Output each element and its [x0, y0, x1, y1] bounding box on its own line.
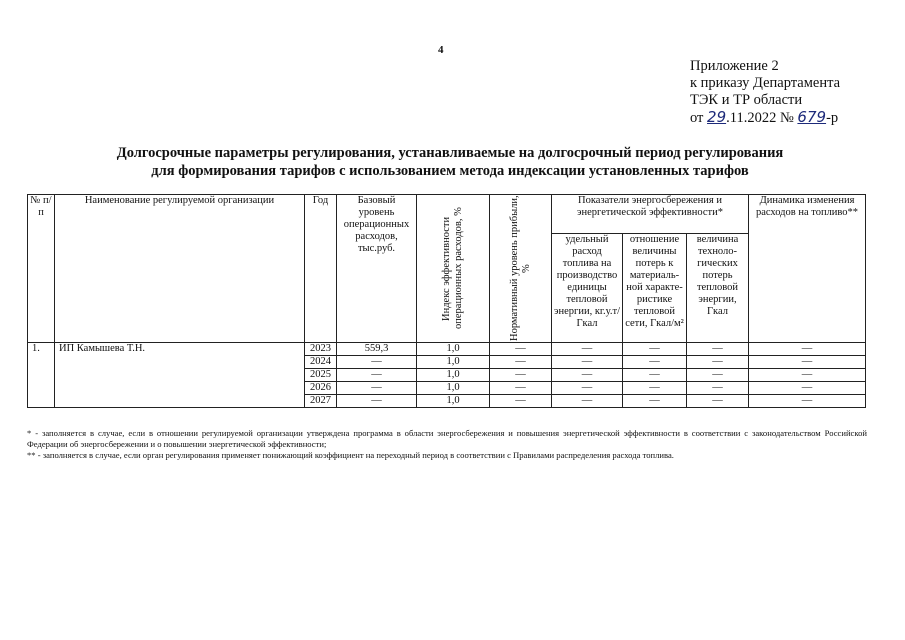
header-profit-cell [490, 195, 552, 343]
losses-cell: — [687, 343, 749, 356]
header-base: Базовый уровень операционных расходов, тыс.руб. [337, 195, 417, 343]
year-cell: 2023 [305, 343, 337, 356]
dynamics-cell: — [749, 395, 866, 408]
footnotes [27, 428, 867, 461]
losses-cell: — [687, 356, 749, 369]
index-cell: 1,0 [417, 356, 490, 369]
specific-cell: — [552, 356, 623, 369]
header-index-cell [417, 195, 490, 343]
appendix-line1: Приложение 2 [690, 58, 779, 74]
header-losses: величина техноло-гических потерь тепловой энергии, Гкал [687, 234, 749, 343]
dynamics-cell: — [749, 343, 866, 356]
dynamics-cell: — [749, 356, 866, 369]
index-cell: 1,0 [417, 369, 490, 382]
header-specific: удельный расход топлива на производство единицы тепловой энергии, кг.у.т/Гкал [552, 234, 623, 343]
header-index: Индекс эффективности операционных расходов, % [441, 207, 464, 330]
header-ratio: отношение величины потерь к материаль-ной характе-ристике тепловой сети, Гкал/м² [623, 234, 687, 343]
table-row [28, 343, 866, 356]
header-org: Наименование регулируемой организации [55, 195, 305, 343]
header-num: № п/п [28, 195, 55, 343]
appendix-line3: ТЭК и ТР области [690, 92, 803, 108]
appendix-date-rest: .11.2022 № [726, 110, 794, 126]
profit-cell: — [490, 356, 552, 369]
appendix-suffix: -р [826, 110, 839, 126]
document-title [60, 144, 840, 180]
footnote-1: * - заполняется в случае, если в отношении регулируемой организации утверждена программа в области энергосбережения и повышения энергетической эффективности в соответствии с законодательством Российской Федерации об энергосбережении и о повышении энергетической эффективности; [27, 428, 867, 449]
dynamics-cell: — [749, 369, 866, 382]
appendix-date-line [690, 109, 840, 127]
header-dynamics: Динамика изменения расходов на топливо** [749, 195, 866, 343]
profit-cell: — [490, 382, 552, 395]
profit-cell: — [490, 395, 552, 408]
specific-cell: — [552, 382, 623, 395]
dynamics-cell: — [749, 382, 866, 395]
organization-name: ИП Камышева Т.Н. [55, 343, 305, 408]
profit-cell: — [490, 369, 552, 382]
base-cell: — [337, 382, 417, 395]
specific-cell: — [552, 395, 623, 408]
parameters-table [27, 194, 866, 408]
index-cell: 1,0 [417, 395, 490, 408]
losses-cell: — [687, 369, 749, 382]
appendix-prefix: от [690, 110, 704, 126]
index-cell: 1,0 [417, 343, 490, 356]
page-number: 4 [438, 44, 444, 56]
ratio-cell: — [623, 343, 687, 356]
base-cell: — [337, 356, 417, 369]
ratio-cell: — [623, 382, 687, 395]
ratio-cell: — [623, 356, 687, 369]
specific-cell: — [552, 343, 623, 356]
base-cell: 559,3 [337, 343, 417, 356]
appendix-number: 679 [797, 108, 827, 126]
header-profit: Нормативный уровень прибыли, % [508, 195, 532, 342]
appendix-day: 29 [707, 108, 727, 126]
base-cell: — [337, 395, 417, 408]
appendix-block [690, 58, 840, 127]
year-cell: 2027 [305, 395, 337, 408]
ratio-cell: — [623, 369, 687, 382]
year-cell: 2026 [305, 382, 337, 395]
specific-cell: — [552, 369, 623, 382]
losses-cell: — [687, 395, 749, 408]
title-line1: Долгосрочные параметры регулирования, устанавливаемые на долгосрочный период регулирования [116, 145, 784, 161]
header-indicators: Показатели энергосбережения и энергетической эффективности* [552, 195, 749, 234]
year-cell: 2024 [305, 356, 337, 369]
losses-cell: — [687, 382, 749, 395]
footnote-2: ** - заполняется в случае, если орган регулирования применяет понижающий коэффициент на переходный период в соответствии с Правилами распределения расхода топлива. [27, 450, 674, 460]
base-cell: — [337, 369, 417, 382]
index-cell: 1,0 [417, 382, 490, 395]
year-cell: 2025 [305, 369, 337, 382]
appendix-line2: к приказу Департамента [690, 75, 841, 91]
ratio-cell: — [623, 395, 687, 408]
header-year: Год [305, 195, 337, 343]
title-line2: для формирования тарифов с использованием метода индексации установленных тарифов [151, 163, 749, 179]
row-number: 1. [28, 343, 55, 408]
profit-cell: — [490, 343, 552, 356]
